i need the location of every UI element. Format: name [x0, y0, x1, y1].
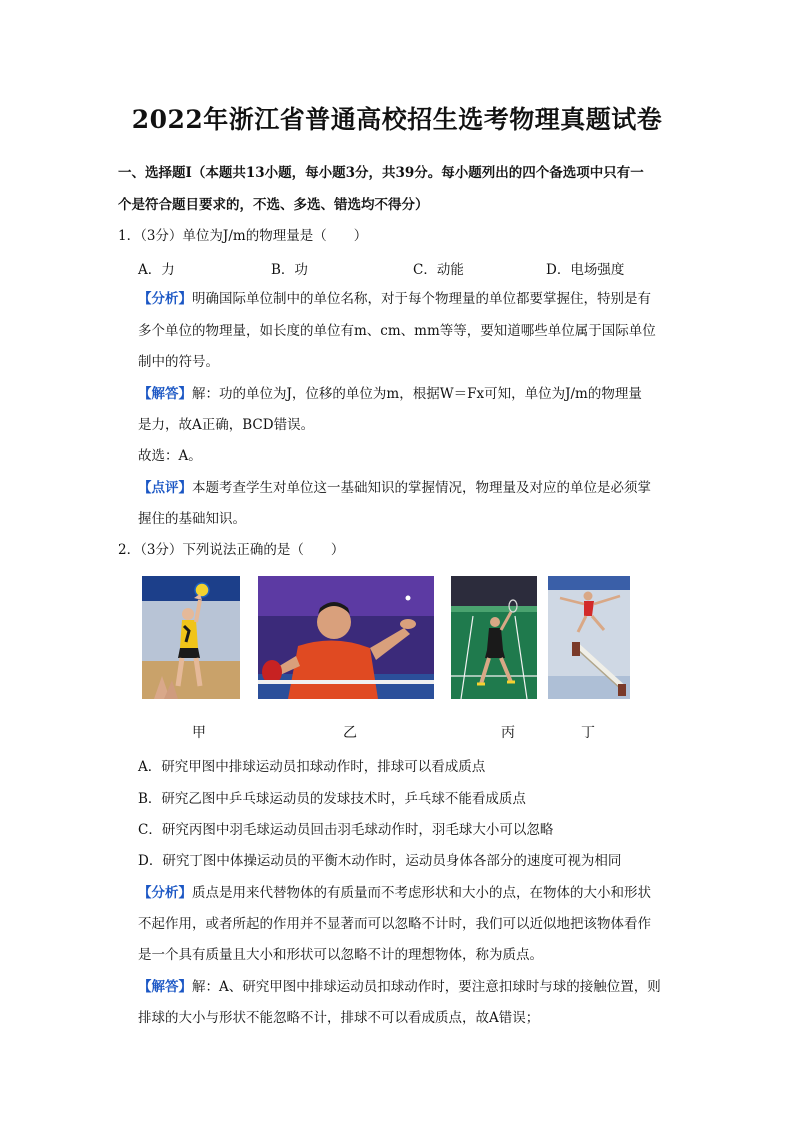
q1-option-a: A．力	[138, 262, 175, 278]
photo-badminton	[451, 576, 537, 699]
q1-answer-tag: 【解答】	[138, 386, 192, 402]
q1-comment-line1: 【点评】本题考查学生对单位这一基础知识的掌握情况，物理量及对应的单位是必须掌	[138, 480, 651, 496]
q2-analysis-line1: 【分析】质点是用来代替物体的有质量而不考虑形状和大小的点，在物体的大小和形状	[138, 885, 651, 901]
section-header-line2: 个是符合题目要求的，不选、多选、错选均不得分）	[118, 197, 429, 213]
q1-option-d: D．电场强度	[546, 262, 625, 278]
q2-option-d: D．研究丁图中体操运动员的平衡木动作时，运动员身体各部分的速度可视为相同	[138, 853, 622, 869]
caption-yi: 乙	[343, 725, 357, 741]
caption-jia: 甲	[192, 725, 206, 741]
photo-volleyball	[142, 576, 240, 699]
q1-analysis-tag: 【分析】	[138, 291, 192, 307]
q1-choice: 故选：A。	[138, 448, 202, 464]
q1-analysis-line3: 制中的符号。	[138, 354, 219, 370]
photo-table-tennis	[258, 576, 434, 699]
q1-option-c: C．动能	[413, 262, 464, 278]
q1-comment-tag: 【点评】	[138, 480, 192, 496]
photo-gymnastics	[548, 576, 630, 699]
q1-options	[138, 258, 698, 278]
q2-answer-line2: 排球的大小与形状不能忽略不计，排球不可以看成质点，故A错误；	[138, 1010, 540, 1026]
q1-option-b: B．功	[271, 262, 308, 278]
caption-bing: 丙	[501, 725, 515, 741]
q1-stem: 1．（3分）单位为J/m的物理量是（ ）	[118, 228, 368, 244]
paper-title: 2022年浙江省普通高校招生选考物理真题试卷	[131, 105, 663, 134]
q1-answer-line2: 是力，故A正确，BCD错误。	[138, 417, 315, 433]
q2-option-a: A．研究甲图中排球运动员扣球动作时，排球可以看成质点	[138, 759, 486, 775]
q2-answer-line1: 【解答】解：A、研究甲图中排球运动员扣球动作时，要注意扣球时与球的接触位置，则	[138, 979, 661, 995]
q2-option-b: B．研究乙图中乒乓球运动员的发球技术时，乒乓球不能看成质点	[138, 791, 526, 807]
section-header-line1: 一、选择题Ⅰ（本题共13小题，每小题3分，共39分。每小题列出的四个备选项中只有一	[118, 165, 644, 181]
q2-option-c: C．研究丙图中羽毛球运动员回击羽毛球动作时，羽毛球大小可以忽略	[138, 822, 554, 838]
q2-answer-tag: 【解答】	[138, 979, 192, 995]
q1-comment-line2: 握住的基础知识。	[138, 511, 246, 527]
q2-analysis-line3: 是一个具有质量且大小和形状可以忽略不计的理想物体，称为质点。	[138, 947, 543, 963]
q1-answer-line1: 【解答】解：功的单位为J，位移的单位为m，根据W＝Fx可知，单位为J/m的物理量	[138, 386, 642, 402]
q2-analysis-line2: 不起作用，或者所起的作用并不显著而可以忽略不计时，我们可以近似地把该物体看作	[138, 916, 651, 932]
q2-analysis-tag: 【分析】	[138, 885, 192, 901]
caption-ding: 丁	[581, 725, 595, 741]
q2-stem: 2．（3分）下列说法正确的是（ ）	[118, 542, 345, 558]
q1-analysis-line2: 多个单位的物理量，如长度的单位有m、cm、mm等等，要知道哪些单位属于国际单位	[138, 323, 656, 339]
q1-analysis-line1: 【分析】明确国际单位制中的单位名称，对于每个物理量的单位都要掌握住，特别是有	[138, 291, 651, 307]
